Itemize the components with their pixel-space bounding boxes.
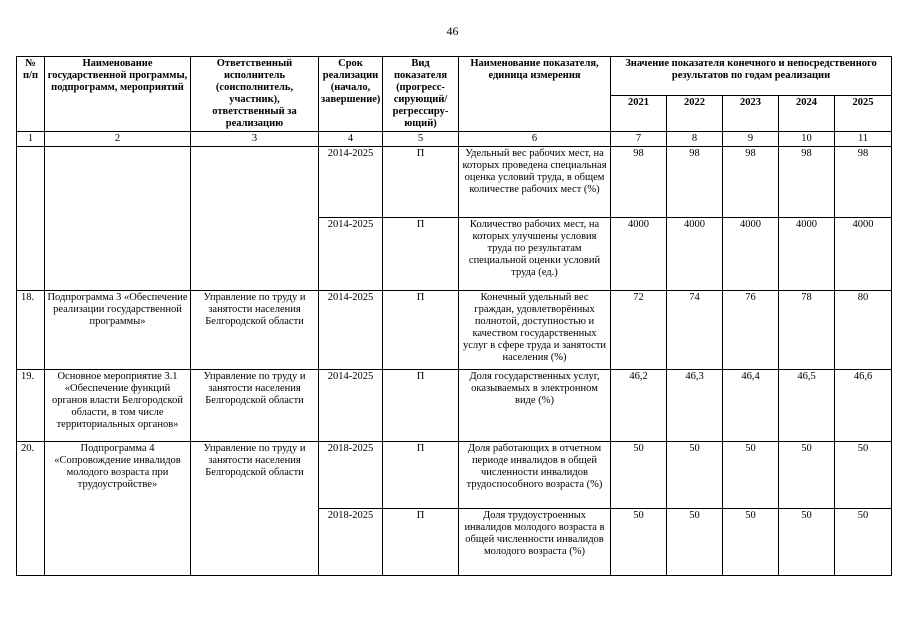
row-program-name: Подпрограмма 4 «Сопровождение инвалидов молодого возраста при трудоустройстве» [45, 442, 191, 576]
header-name: Наименование государственной программы, подпрограмм, мероприятий [45, 57, 191, 132]
column-number: 3 [191, 132, 319, 147]
row-value: 4000 [667, 218, 723, 291]
row-value: 46,2 [611, 370, 667, 442]
table-row [17, 442, 892, 509]
row-value: 50 [779, 442, 835, 509]
header-values: Значение показателя конечного и непосредственного результатов по годам реализации [611, 57, 892, 96]
column-number: 2 [45, 132, 191, 147]
row-value: 46,3 [667, 370, 723, 442]
row-value: 50 [611, 442, 667, 509]
row-term: 2014-2025 [319, 291, 383, 370]
row-term: 2014-2025 [319, 218, 383, 291]
row-indicator: Доля работающих в отчетном периоде инвалидов в общей численности инвалидов трудоспособного возраста (%) [459, 442, 611, 509]
row-executor: Управление по труду и занятости населения Белгородской области [191, 442, 319, 576]
header-term: Срок реализации (начало, завершение) [319, 57, 383, 132]
row-type: П [383, 370, 459, 442]
row-value: 50 [723, 442, 779, 509]
row-number [17, 147, 45, 291]
row-number: 18. [17, 291, 45, 370]
row-value: 50 [835, 442, 892, 509]
row-value: 50 [667, 509, 723, 576]
row-indicator: Конечный удельный вес граждан, удовлетворённых полнотой, доступностью и качеством государственных услуг в сфере труда и занятости населения (%) [459, 291, 611, 370]
row-value: 50 [723, 509, 779, 576]
row-type: П [383, 218, 459, 291]
row-value: 50 [611, 509, 667, 576]
row-program-name: Подпрограмма 3 «Обеспечение реализации государственной программы» [45, 291, 191, 370]
row-program-name: Основное мероприятие 3.1 «Обеспечение функций органов власти Белгородской области, в том числе территориальных органов» [45, 370, 191, 442]
row-executor: Управление по труду и занятости населения Белгородской области [191, 370, 319, 442]
column-number: 6 [459, 132, 611, 147]
column-number: 7 [611, 132, 667, 147]
row-value: 46,6 [835, 370, 892, 442]
header-type: Вид показателя (прогресс-сирующий/ регрессиру-ющий) [383, 57, 459, 132]
row-number: 20. [17, 442, 45, 576]
row-value: 4000 [779, 218, 835, 291]
row-indicator: Удельный вес рабочих мест, на которых проведена специальная оценка условий труда, в общем количестве рабочих мест (%) [459, 147, 611, 218]
row-value: 50 [667, 442, 723, 509]
row-value: 78 [779, 291, 835, 370]
row-indicator: Количество рабочих мест, на которых улучшены условия труда по результатам специальной оценки условий труда (ед.) [459, 218, 611, 291]
row-value: 74 [667, 291, 723, 370]
table-row [17, 370, 892, 442]
row-value: 4000 [611, 218, 667, 291]
header-executor: Ответственный исполнитель (соисполнитель, участник), ответственный за реализацию [191, 57, 319, 132]
header-year: 2021 [611, 96, 667, 132]
row-program-name [45, 147, 191, 291]
row-type: П [383, 147, 459, 218]
row-indicator: Доля государственных услуг, оказываемых в электронном виде (%) [459, 370, 611, 442]
row-value: 46,5 [779, 370, 835, 442]
row-value: 50 [835, 509, 892, 576]
row-value: 4000 [835, 218, 892, 291]
row-value: 72 [611, 291, 667, 370]
page-number: 46 [446, 24, 459, 38]
indicators-table [16, 56, 892, 576]
row-value: 50 [779, 509, 835, 576]
row-executor: Управление по труду и занятости населения Белгородской области [191, 291, 319, 370]
header-indicator: Наименование показателя, единица измерения [459, 57, 611, 132]
row-value: 98 [835, 147, 892, 218]
column-number: 11 [835, 132, 892, 147]
column-number: 8 [667, 132, 723, 147]
header-year: 2025 [835, 96, 892, 132]
row-type: П [383, 509, 459, 576]
row-value: 98 [779, 147, 835, 218]
row-type: П [383, 291, 459, 370]
row-value: 98 [723, 147, 779, 218]
row-value: 46,4 [723, 370, 779, 442]
column-number: 4 [319, 132, 383, 147]
row-term: 2018-2025 [319, 442, 383, 509]
row-term: 2018-2025 [319, 509, 383, 576]
column-number: 10 [779, 132, 835, 147]
row-indicator: Доля трудоустроенных инвалидов молодого возраста в общей численности инвалидов молодого возраста (%) [459, 509, 611, 576]
row-term: 2014-2025 [319, 147, 383, 218]
row-value: 80 [835, 291, 892, 370]
header-num: № п/п [17, 57, 45, 132]
column-number: 5 [383, 132, 459, 147]
header-year: 2023 [723, 96, 779, 132]
header-year: 2022 [667, 96, 723, 132]
table-row [17, 291, 892, 370]
row-value: 76 [723, 291, 779, 370]
row-term: 2014-2025 [319, 370, 383, 442]
row-value: 98 [611, 147, 667, 218]
header-year: 2024 [779, 96, 835, 132]
column-number: 1 [17, 132, 45, 147]
row-value: 98 [667, 147, 723, 218]
row-executor [191, 147, 319, 291]
row-type: П [383, 442, 459, 509]
column-number: 9 [723, 132, 779, 147]
table-row [17, 147, 892, 218]
row-value: 4000 [723, 218, 779, 291]
row-number: 19. [17, 370, 45, 442]
